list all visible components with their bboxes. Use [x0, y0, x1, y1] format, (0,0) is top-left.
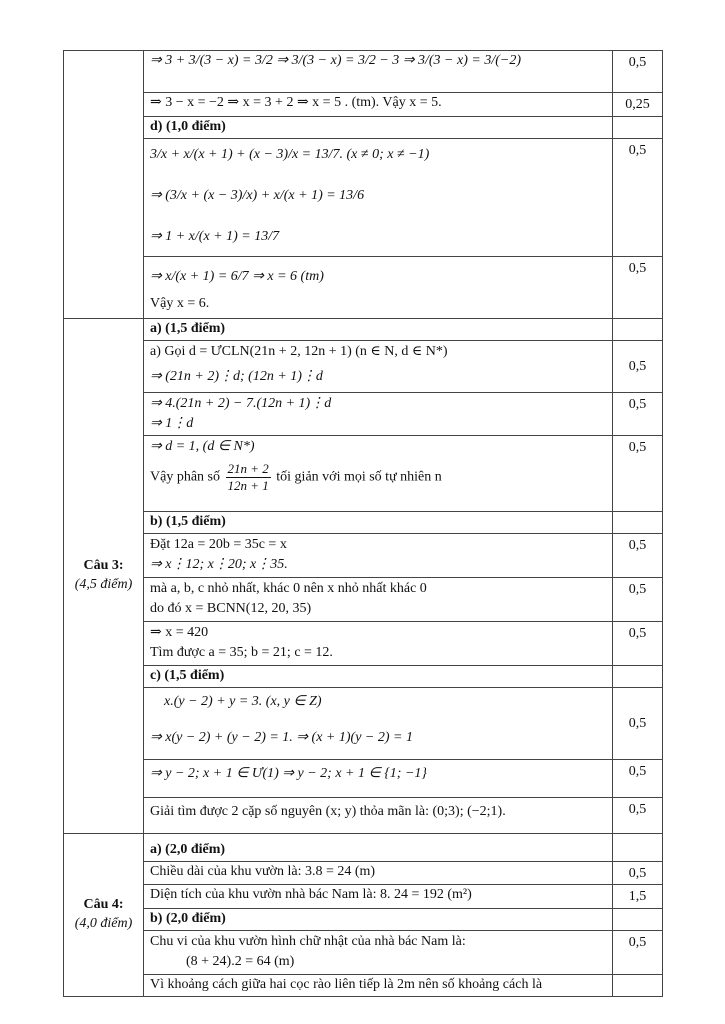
solution-cell: [144, 392, 613, 436]
solution-cell: [144, 759, 613, 797]
fraction-numerator: 21n + 2: [227, 461, 269, 477]
solution-line: ⇒ (3/x + (x − 3)/x) + x/(x + 1) = 13/6: [150, 187, 365, 203]
solution-line: ⇒ 4.(21n + 2) − 7.(12n + 1)⋮d: [150, 395, 332, 411]
score-cell: 0,5: [613, 534, 663, 578]
text-fragment: Vậy phân số: [150, 469, 220, 485]
solution-line: mà a, b, c nhỏ nhất, khác 0 nên x nhỏ nhất khác 0: [150, 581, 427, 597]
score-cell: 0,5: [613, 392, 663, 436]
table-row: [64, 512, 663, 534]
solution-line: ⇒ d = 1, (d ∈ N*): [150, 439, 255, 455]
score-cell: 0,5: [613, 687, 663, 759]
solution-line: ⇒ 3 + 3/(3 − x) = 3/2 ⇒ 3/(3 − x) = 3/2 − 3 ⇒ 3/(3 − x) = 3/(−2): [150, 53, 521, 68]
score-cell: 0,5: [613, 436, 663, 512]
text-fragment: tối giản với mọi số tự nhiên n: [276, 469, 442, 485]
score-cell: 0,25: [613, 93, 663, 117]
score-cell: 0,5: [613, 256, 663, 318]
table-row: [64, 665, 663, 687]
fraction-denominator: 12n + 1: [227, 477, 269, 493]
part-header: d) (1,0 điểm): [144, 116, 613, 138]
score-cell-empty: [613, 833, 663, 861]
solution-line: Tìm được a = 35; b = 21; c = 12.: [150, 644, 333, 660]
score-cell-empty: [613, 975, 663, 997]
table-row: [64, 318, 663, 340]
table-row: [64, 687, 663, 759]
solution-line: Vì khoảng cách giữa hai cọc rào liên tiếp là 2m nên số khoảng cách là: [150, 977, 543, 993]
question-title: Câu 4:: [83, 896, 124, 912]
table-row: [64, 340, 663, 392]
solution-cell: [144, 340, 613, 392]
solution-line: ⇒ 1 + x/(x + 1) = 13/7: [150, 228, 280, 244]
part-header: b) (2,0 điểm): [144, 909, 613, 931]
score-cell-empty: [613, 318, 663, 340]
score-cell-empty: [613, 909, 663, 931]
solution-line: x.(y − 2) + y = 3. (x, y ∈ Z): [164, 693, 322, 709]
table-row: [64, 578, 663, 622]
solution-line: Giải tìm được 2 cặp số nguyên (x; y) thỏa mãn là: (0;3); (−2;1).: [150, 803, 506, 819]
solution-cell: [144, 975, 613, 997]
solution-cell: [144, 931, 613, 975]
table-row: [64, 51, 663, 93]
table-row: [64, 116, 663, 138]
table-row: [64, 138, 663, 256]
solution-cell: [144, 436, 613, 512]
part-header: c) (1,5 điểm): [144, 665, 613, 687]
score-cell-empty: [613, 665, 663, 687]
part-header: a) (1,5 điểm): [144, 318, 613, 340]
solution-cell: [144, 578, 613, 622]
table-row: [64, 534, 663, 578]
table-row: [64, 797, 663, 833]
solution-line: [150, 461, 606, 493]
part-header: a) (2,0 điểm): [144, 833, 613, 861]
question-cell: [64, 833, 144, 996]
solution-line: Chiều dài của khu vườn là: 3.8 = 24 (m): [150, 863, 376, 879]
fraction: [226, 461, 271, 493]
solution-cell: [144, 138, 613, 256]
solution-line: ⇒ 3 − x = −2 ⇒ x = 3 + 2 ⇒ x = 5 . (tm). Vậy x = 5.: [150, 95, 442, 110]
score-cell: 0,5: [613, 759, 663, 797]
table-row: [64, 861, 663, 885]
solution-line: Đặt 12a = 20b = 35c = x: [150, 537, 287, 553]
score-cell-empty: [613, 512, 663, 534]
question-cell-empty: [64, 51, 144, 319]
score-cell: 0,5: [613, 931, 663, 975]
score-cell-empty: [613, 116, 663, 138]
solution-line: ⇒ y − 2; x + 1 ∈ Ư(1) ⇒ y − 2; x + 1 ∈ {1; −1}: [150, 765, 428, 781]
solution-line: Chu vi của khu vườn hình chữ nhật của nhà bác Nam là:: [150, 934, 466, 950]
solution-line: a) Gọi d = ƯCLN(21n + 2, 12n + 1) (n ∈ N, d ∈ N*): [150, 343, 448, 359]
solution-cell: [144, 797, 613, 833]
solution-cell: [144, 885, 613, 909]
score-cell: 0,5: [613, 797, 663, 833]
solution-line: ⇒ 1⋮d: [150, 415, 194, 431]
score-cell: 0,5: [613, 138, 663, 256]
solution-line: do đó x = BCNN(12, 20, 35): [150, 601, 312, 617]
solution-line: ⇒ x/(x + 1) = 6/7 ⇒ x = 6 (tm): [150, 268, 324, 284]
solution-line: ⇒ x⋮12; x⋮20; x⋮35.: [150, 557, 288, 573]
solution-cell: [144, 621, 613, 665]
solution-line: ⇒ (21n + 2)⋮d; (12n + 1)⋮d: [150, 368, 323, 384]
score-cell: 0,5: [613, 51, 663, 93]
question-points: (4,5 điểm): [74, 576, 133, 592]
solution-cell: [144, 256, 613, 318]
solution-cell: [144, 93, 613, 117]
score-cell: 0,5: [613, 621, 663, 665]
solution-cell: [144, 861, 613, 885]
solution-line: Vậy x = 6.: [150, 295, 210, 311]
table-row: [64, 621, 663, 665]
table-row: [64, 975, 663, 997]
solution-cell: [144, 534, 613, 578]
question-title: Câu 3:: [83, 557, 124, 573]
table-row: [64, 93, 663, 117]
table-row: [64, 256, 663, 318]
table-row: [64, 436, 663, 512]
part-header: b) (1,5 điểm): [144, 512, 613, 534]
table-row: [64, 392, 663, 436]
answer-table: [63, 50, 663, 997]
solution-line: ⇒ x = 420: [150, 624, 209, 640]
table-row: [64, 833, 663, 861]
solution-line: ⇒ x(y − 2) + (y − 2) = 1. ⇒ (x + 1)(y − 2) = 1: [150, 730, 413, 746]
score-cell: 1,5: [613, 885, 663, 909]
solution-cell: [144, 687, 613, 759]
score-cell: 0,5: [613, 340, 663, 392]
table-row: [64, 885, 663, 909]
solution-line: Diện tích của khu vườn nhà bác Nam là: 8. 24 = 192 (m²): [150, 887, 472, 903]
solution-line: (8 + 24).2 = 64 (m): [186, 954, 295, 970]
solution-line: 3/x + x/(x + 1) + (x − 3)/x = 13/7. (x ≠ 0; x ≠ −1): [150, 146, 430, 162]
table-row: [64, 931, 663, 975]
question-points: (4,0 điểm): [74, 915, 133, 931]
table-row: [64, 909, 663, 931]
solution-cell: [144, 51, 613, 93]
score-cell: 0,5: [613, 578, 663, 622]
table-row: [64, 759, 663, 797]
score-cell: 0,5: [613, 861, 663, 885]
question-cell: [64, 318, 144, 833]
